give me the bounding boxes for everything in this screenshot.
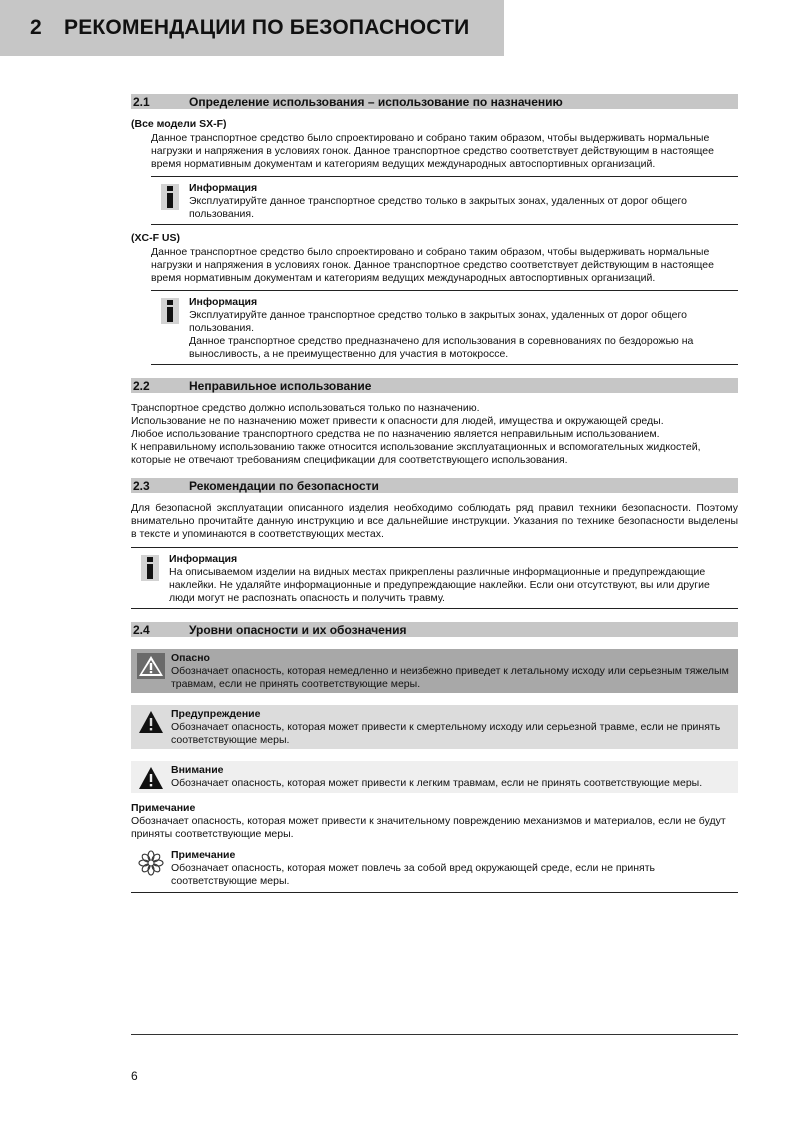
info-icon bbox=[141, 555, 159, 581]
warning-text: Обозначает опасность, которая может привести к смертельному исходу или серьезной травме, если не принять соответствующие меры. bbox=[171, 721, 721, 746]
section-2-4-header bbox=[131, 622, 738, 637]
paragraph: Транспортное средство должно использоваться только по назначению. bbox=[131, 402, 480, 414]
section-2-2-header bbox=[131, 378, 738, 393]
info-text: Эксплуатируйте данное транспортное средство только в закрытых зонах, удаленных от дорог общего пользования. bbox=[189, 309, 687, 334]
info-box bbox=[151, 290, 738, 365]
model-group-label: (XC-F US) bbox=[131, 232, 180, 244]
env-note-title: Примечание bbox=[171, 849, 236, 861]
info-icon bbox=[161, 184, 179, 210]
info-text: Данное транспортное средство предназначено для использования в соревнованиях по бездорожью на выносливость, а не преимущественно для участия в мотокроссе. bbox=[189, 335, 694, 360]
info-title: Информация bbox=[189, 296, 258, 308]
paragraph: К неправильному использованию также относится использование эксплуатационных и вспомогательных жидкостей, которые не отвечают требованиям спецификации для соответствующего использования. bbox=[131, 441, 701, 466]
section-number: 2.3 bbox=[133, 478, 150, 493]
paragraph: Любое использование транспортного средства не по назначению является неправильным использованием. bbox=[131, 428, 660, 440]
chapter-number: 2 bbox=[30, 16, 42, 39]
model-group-label: (Все модели SX-F) bbox=[131, 118, 227, 130]
paragraph: Данное транспортное средство было спроектировано и собрано таким образом, чтобы выдерживать нормальные нагрузки и напряжения в условиях гонок. Данное транспортное средство соответствует действующим в настоящее время нормативным документам и категориям ведущих международных автоспортивных организаций. bbox=[151, 246, 714, 284]
chapter-header bbox=[0, 0, 504, 56]
warning-title: Предупреждение bbox=[171, 708, 261, 720]
info-box bbox=[151, 176, 738, 225]
info-icon bbox=[161, 298, 179, 324]
info-text: Эксплуатируйте данное транспортное средство только в закрытых зонах, удаленных от дорог общего пользования. bbox=[189, 195, 687, 220]
environment-note-box bbox=[131, 846, 738, 893]
section-title: Неправильное использование bbox=[189, 378, 372, 393]
section-title: Рекомендации по безопасности bbox=[189, 478, 379, 493]
danger-box bbox=[131, 649, 738, 693]
warning-triangle-icon bbox=[137, 765, 165, 791]
section-number: 2.4 bbox=[133, 622, 150, 637]
info-text: На описываемом изделии на видных местах прикреплены различные информационные и предупреждающие наклейки. Не удаляйте информационные и предупреждающие наклейки. Если они отсутствуют, вы или другие люди могут не распознать опасность и получить травму. bbox=[169, 566, 710, 604]
paragraph: Для безопасной эксплуатации описанного изделия необходимо соблюдать ряд правил техники безопасности. Поэтому внимательно прочитайте данную инструкцию и все дальнейшие инструкции. Указания по технике безопасности выделены в тексте и упоминаются в соответствующих местах. bbox=[131, 502, 738, 540]
paragraph: Данное транспортное средство было спроектировано и собрано таким образом, чтобы выдерживать нормальные нагрузки и напряжения в условиях гонок. Данное транспортное средство соответствует действующим в настоящее время нормативным документам и категориям ведущих международных автоспортивных организаций. bbox=[151, 132, 714, 170]
info-title: Информация bbox=[189, 182, 258, 194]
page-number: 6 bbox=[131, 1069, 138, 1083]
section-2-1-header bbox=[131, 94, 738, 109]
warning-triangle-icon bbox=[137, 653, 165, 679]
caution-title: Внимание bbox=[171, 764, 224, 776]
danger-title: Опасно bbox=[171, 652, 210, 664]
note-label: Примечание bbox=[131, 802, 196, 814]
section-2-3-header bbox=[131, 478, 738, 493]
chapter-title: РЕКОМЕНДАЦИИ ПО БЕЗОПАСНОСТИ bbox=[64, 16, 470, 39]
page-content bbox=[131, 94, 738, 893]
section-number: 2.2 bbox=[133, 378, 150, 393]
warning-triangle-icon bbox=[137, 709, 165, 735]
section-title: Определение использования – использование по назначению bbox=[189, 94, 563, 109]
footer-rule bbox=[131, 1034, 738, 1035]
caution-box bbox=[131, 761, 738, 793]
section-number: 2.1 bbox=[133, 94, 150, 109]
section-title: Уровни опасности и их обозначения bbox=[189, 622, 407, 637]
danger-text: Обозначает опасность, которая немедленно и неизбежно приведет к летальному исходу или серьезным тяжелым травмам, если не принять соответствующие меры. bbox=[171, 665, 729, 690]
info-title: Информация bbox=[169, 553, 238, 565]
warning-box bbox=[131, 705, 738, 749]
paragraph: Использование не по назначению может привести к опасности для людей, имущества и окружающей среды. bbox=[131, 415, 664, 427]
environment-flower-icon bbox=[137, 850, 165, 876]
env-note-text: Обозначает опасность, которая может повлечь за собой вред окружающей среде, если не принять соответствующие меры. bbox=[171, 862, 656, 887]
note-text: Обозначает опасность, которая может привести к значительному повреждению механизмов и материалов, если не будут приняты соответствующие меры. bbox=[131, 815, 726, 840]
caution-text: Обозначает опасность, которая может привести к легким травмам, если не принять соответствующие меры. bbox=[171, 777, 703, 789]
info-box bbox=[131, 547, 738, 609]
